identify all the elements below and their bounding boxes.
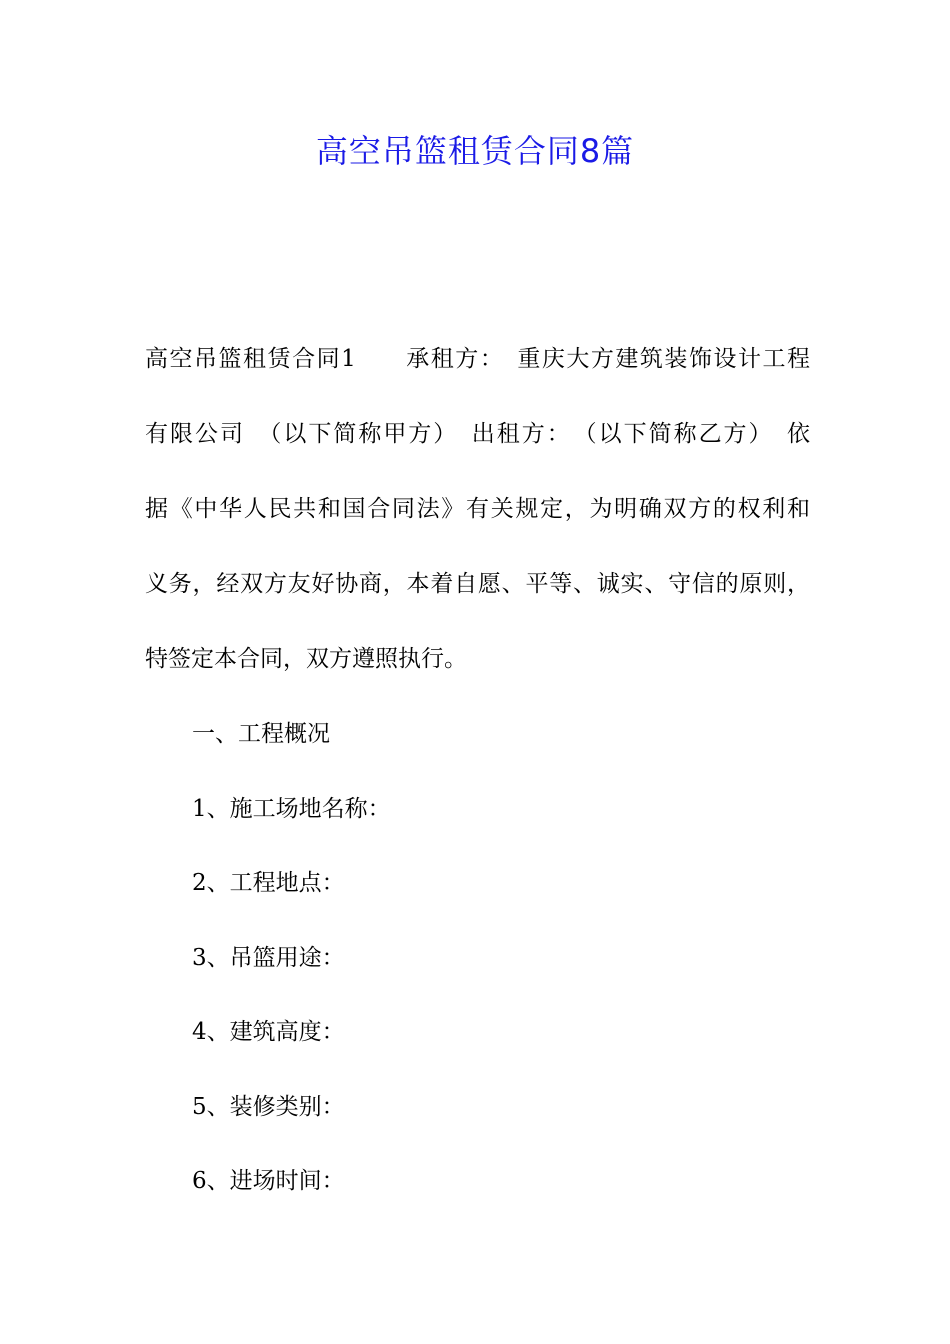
intro-paragraph <box>145 322 810 697</box>
list-item: 5、装修类别： <box>192 1094 345 1120</box>
list-item: 1、施工场地名称： <box>192 796 391 822</box>
paragraph-line: 义务，经双方友好协商，本着自愿、平等、诚实、守信的原则， <box>145 571 810 597</box>
paragraph-line: 据《中华人民共和国合同法》有关规定，为明确双方的权利和 <box>145 496 810 522</box>
list-item: 3、吊篮用途： <box>192 945 345 971</box>
section-heading: 一、工程概况 <box>192 721 330 747</box>
paragraph-line: 高空吊篮租赁合同1 承租方： 重庆大方建筑装饰设计工程 <box>145 346 810 372</box>
paragraph-line: 有限公司 （以下简称甲方） 出租方： （以下简称乙方） 依 <box>145 421 810 447</box>
list-item: 2、工程地点： <box>192 870 345 896</box>
list-item: 4、建筑高度： <box>192 1019 345 1045</box>
list-item: 6、进场时间： <box>192 1168 345 1194</box>
paragraph-line: 特签定本合同，双方遵照执行。 <box>145 646 467 672</box>
document-title: 高空吊篮租赁合同8篇 <box>315 132 635 170</box>
